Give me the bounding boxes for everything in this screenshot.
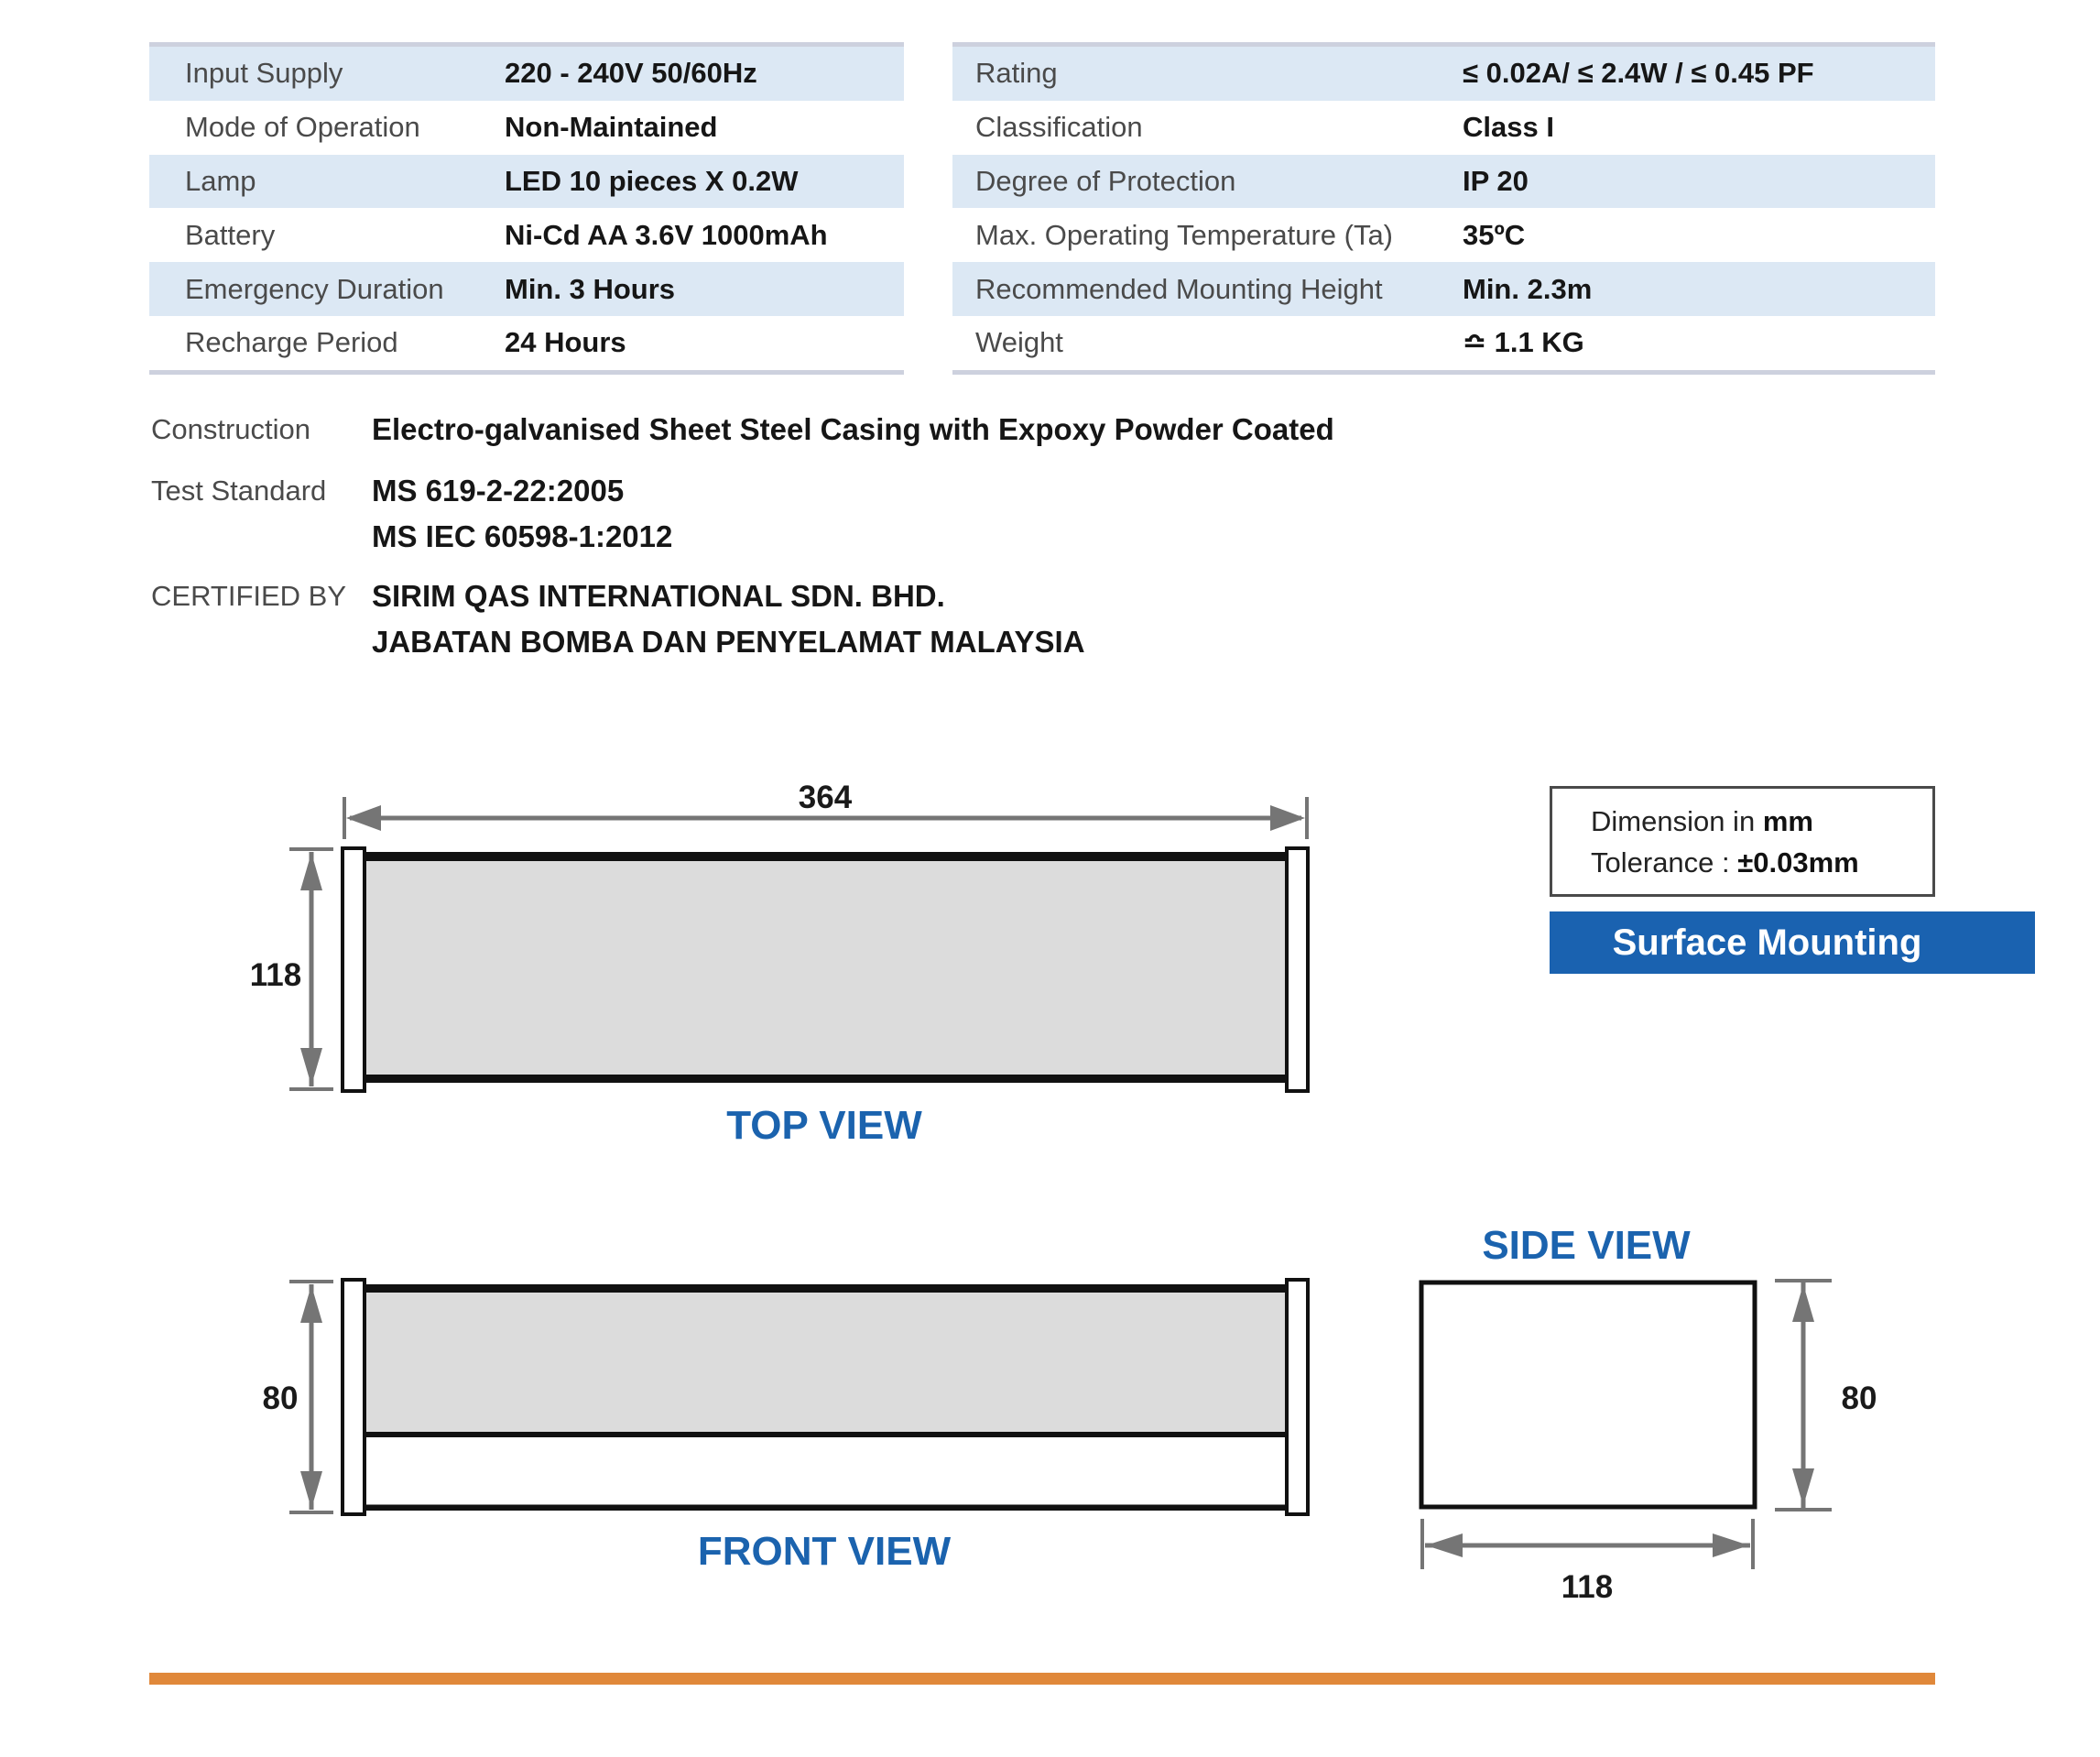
spec-label: Classification	[975, 111, 1143, 144]
spec-value: Non-Maintained	[505, 111, 718, 144]
spec-value: 220 - 240V 50/60Hz	[505, 57, 757, 90]
certified-by-line1: SIRIM QAS INTERNATIONAL SDN. BHD.	[372, 579, 945, 613]
front-view-upper-panel	[366, 1290, 1285, 1433]
spec-label: Emergency Duration	[185, 272, 444, 305]
surface-mounting-label: Surface Mounting	[1612, 922, 1922, 963]
arrowhead-up-icon	[300, 853, 322, 890]
arrowhead-right-icon	[1713, 1533, 1749, 1557]
top-view-title: TOP VIEW	[726, 1103, 922, 1148]
spec-label: Rating	[975, 57, 1058, 90]
footer-orange-rule	[149, 1673, 1935, 1685]
spec-value: Min. 3 Hours	[505, 272, 676, 305]
end-cap-right	[1287, 848, 1308, 1091]
spec-label: Mode of Operation	[185, 111, 420, 144]
spec-label: Recommended Mounting Height	[975, 272, 1383, 305]
side-view-body	[1421, 1282, 1755, 1507]
side-view-height-dim: 80	[1841, 1380, 1877, 1416]
end-cap-left	[343, 848, 365, 1091]
certified-by-label: CERTIFIED BY	[151, 580, 347, 612]
test-standard-line1: MS 619-2-22:2005	[372, 474, 625, 507]
test-standard-line2: MS IEC 60598-1:2012	[372, 519, 673, 553]
certified-by-line2: JABATAN BOMBA DAN PENYELAMAT MALAYSIA	[372, 625, 1085, 659]
spec-value: Ni-Cd AA 3.6V 1000mAh	[505, 218, 828, 251]
dimension-note-line2: Tolerance : ±0.03mm	[1591, 846, 1859, 878]
top-view-width-dim: 364	[798, 780, 853, 815]
end-cap-left	[343, 1280, 365, 1514]
end-cap-right	[1287, 1280, 1308, 1514]
spec-label: Battery	[185, 218, 276, 251]
test-standard-label: Test Standard	[151, 475, 327, 507]
arrowhead-left-icon	[346, 805, 381, 831]
arrowhead-down-icon	[300, 1048, 322, 1086]
top-view-drawing	[250, 780, 1308, 1148]
arrowhead-up-icon	[300, 1285, 322, 1323]
arrowhead-down-icon	[1792, 1468, 1814, 1506]
spec-value: LED 10 pieces X 0.2W	[505, 164, 799, 197]
front-view-title: FRONT VIEW	[697, 1529, 952, 1574]
dimension-note-line1: Dimension in mm	[1591, 805, 1813, 837]
front-view-height-dim: 80	[262, 1380, 299, 1416]
spec-label: Max. Operating Temperature (Ta)	[975, 218, 1394, 251]
spec-value: 35ºC	[1463, 218, 1526, 251]
side-view-width-dim: 118	[1561, 1569, 1614, 1605]
spec-value: Class I	[1463, 111, 1554, 144]
top-view-body	[365, 854, 1287, 1081]
front-view-drawing	[263, 1280, 1308, 1574]
arrowhead-right-icon	[1270, 805, 1305, 831]
spec-label: Input Supply	[185, 57, 343, 90]
spec-label: Recharge Period	[185, 326, 398, 359]
arrowhead-left-icon	[1426, 1533, 1463, 1557]
spec-value: IP 20	[1463, 164, 1529, 197]
spec-value: ≤ 0.02A/ ≤ 2.4W / ≤ 0.45 PF	[1463, 57, 1814, 90]
spec-label: Degree of Protection	[975, 164, 1236, 197]
construction-label: Construction	[151, 413, 311, 445]
side-view-drawing	[1421, 1223, 1877, 1605]
spec-label: Weight	[975, 326, 1063, 359]
top-view-height-dim: 118	[249, 957, 302, 993]
arrowhead-up-icon	[1792, 1284, 1814, 1322]
arrowhead-down-icon	[300, 1471, 322, 1509]
spec-value: Min. 2.3m	[1463, 272, 1593, 305]
spec-value: ≏ 1.1 KG	[1463, 326, 1584, 359]
spec-value: 24 Hours	[505, 326, 626, 359]
side-view-title: SIDE VIEW	[1482, 1223, 1691, 1268]
construction-value: Electro-galvanised Sheet Steel Casing with Expoxy Powder Coated	[372, 412, 1334, 446]
spec-label: Lamp	[185, 164, 256, 197]
